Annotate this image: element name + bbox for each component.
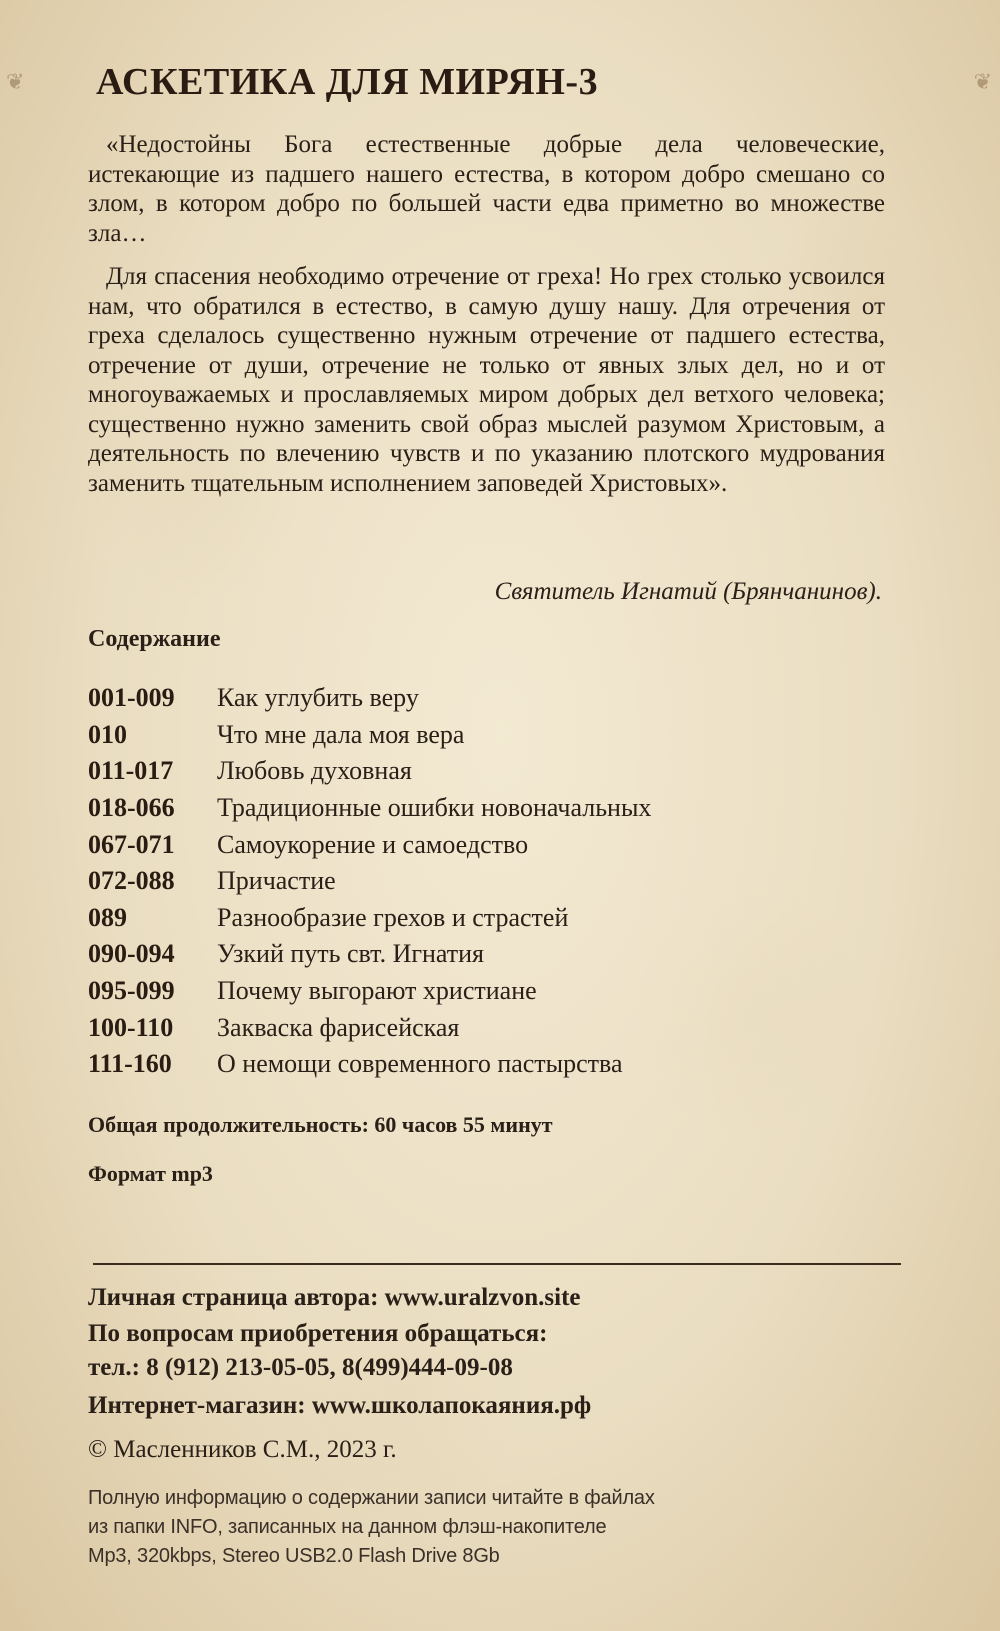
quote-block [88,130,885,512]
track-title: Разнообразие грехов и страстей [217,902,569,932]
device-notes [88,1484,655,1571]
online-shop-line: Интернет-магазин: www.школапокаяния.рф [88,1392,592,1419]
contents-item [88,790,848,827]
track-range: 095-099 [88,976,175,1006]
track-title: Причастие [217,866,336,896]
track-title: Традиционные ошибки новоначальных [217,793,652,823]
contents-list [88,680,848,1083]
track-title: О немощи современного пастырства [217,1049,623,1079]
track-range: 001-009 [88,683,175,713]
note-line: Полную информацию о содержании записи читайте в файлах [88,1487,655,1509]
track-range: 072-088 [88,866,175,896]
contents-item [88,900,848,937]
total-duration: Общая продолжительность: 60 часов 55 минут [88,1112,553,1137]
track-range: 067-071 [88,829,175,859]
track-range: 018-066 [88,793,175,823]
contents-item [88,863,848,900]
track-title: Узкий путь свт. Игнатия [217,939,485,969]
track-title: Любовь духовная [217,756,412,786]
contents-heading: Содержание [88,626,221,652]
phone-numbers: тел.: 8 (912) 213-05-05, 8(499)444-09-08 [88,1354,513,1381]
track-range: 100-110 [88,1012,174,1042]
track-title: Закваска фарисейская [217,1012,460,1042]
track-range: 090-094 [88,939,175,969]
contents-item [88,973,848,1010]
track-title: Почему выгорают христиане [217,976,537,1006]
copyright-line: © Масленников С.М., 2023 г. [88,1436,397,1463]
page-title: АСКЕТИКА ДЛЯ МИРЯН-3 [96,61,599,103]
quote-attribution: Святитель Игнатий (Брянчанинов). [494,578,882,605]
track-title: Самоукорение и самоедство [217,829,529,859]
track-range: 010 [88,719,127,749]
track-range: 111-160 [88,1049,172,1079]
contents-item [88,1009,848,1046]
track-range: 011-017 [88,756,174,786]
contents-item [88,826,848,863]
quote-paragraph: «Недостойны Бога естественные добрые дела человеческие, истекающие из падшего нашего естества, в котором добро смешано со злом, в котором добро по большей части едва приметно во множестве зла… [88,131,885,247]
contents-item [88,680,848,717]
track-title: Что мне дала моя вера [217,719,465,749]
contents-item [88,753,848,790]
contents-item [88,936,848,973]
divider-line [93,1263,901,1265]
corner-ornament-icon: ❦ [973,70,992,95]
track-title: Как углубить веру [217,683,419,713]
contents-item [88,717,848,754]
quote-paragraph: Для спасения необходимо отречение от греха! Но грех столько усвоился нам, что обратился в естество, в самую душу нашу. Для отречения от греха сделалось существенно нужным отречение от падшего естества, отречение от души, отречение не только от явных злых дел, но и от многоуважаемых и прославляемых миром добрых дел ветхого человека; существенно нужно заменить свой образ мыслей разумом Христовым, а деятельность по влечению чувств и по указанию плотского мудрования заменить тщательным исполнением заповедей Христовых». [88,263,885,497]
purchase-contact-line: По вопросам приобретения обращаться: [88,1320,548,1347]
author-page-line: Личная страница автора: www.uralzvon.site [88,1284,581,1311]
audio-format: Формат mp3 [88,1161,213,1186]
note-line: Mp3, 320kbps, Stereo USB2.0 Flash Drive 8Gb [88,1545,500,1567]
track-range: 089 [88,902,127,932]
corner-ornament-icon: ❦ [6,70,25,95]
contents-item [88,1046,848,1083]
note-line: из папки INFO, записанных на данном флэш-накопителе [88,1516,607,1538]
